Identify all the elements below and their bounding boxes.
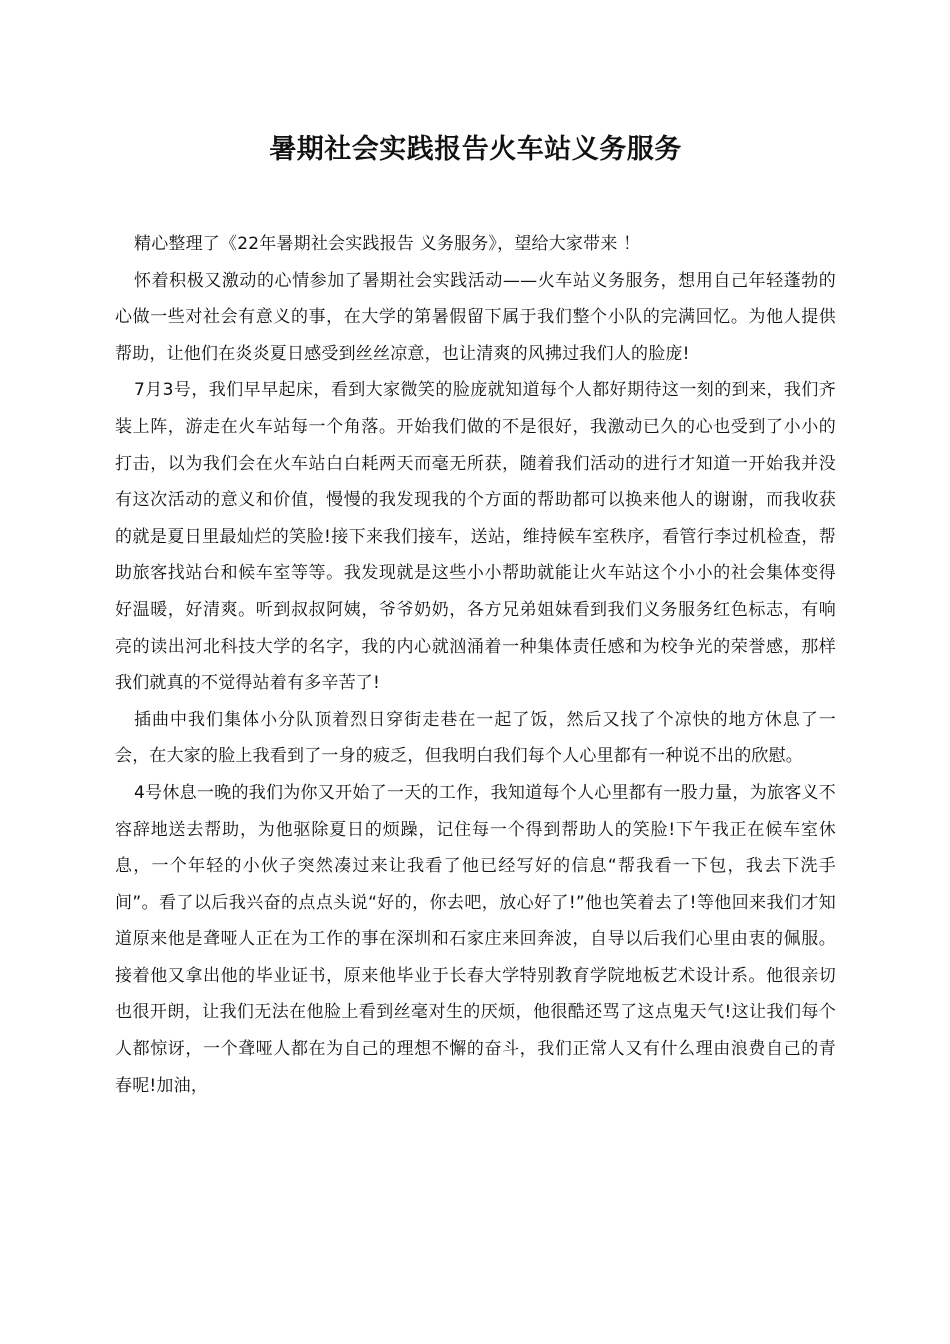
paragraph-2: 7月3号，我们早早起床，看到大家微笑的脸庞就知道每个人都好期待这一刻的到来，我们齐装上阵，游走在火车站每一个角落。开始我们做的不是很好，我激动已久的心也受到了小小的打击，以为我们会在火车站白白耗两天而毫无所获，随着我们活动的进行才知道一开始我并没有这次活动的意义和价值，慢慢的我发现我的个方面的帮助都可以换来他人的谢谢，而我收获的就是夏日里最灿烂的笑脸!接下来我们接车，送站，维持候车室秩序，看管行李过机检查，帮助旅客找站台和候车室等等。我发现就是这些小小帮助就能让火车站这个小小的社会集体变得好温暖，好清爽。听到叔叔阿姨，爷爷奶奶，各方兄弟姐妹看到我们义务服务红色标志，有响亮的读出河北科技大学的名字，我的内心就汹涌着一种集体责任感和为校争光的荣誉感，那样我们就真的不觉得站着有多辛苦了! [115,380,836,694]
paragraph-intro: 精心整理了《22年暑期社会实践报告 义务服务》，望给大家带来 ！ [134,234,641,254]
document-title: 暑期社会实践报告火车站义务服务 [269,134,682,165]
paragraph-4: 4号休息一晚的我们为你又开始了一天的工作，我知道每个人心里都有一股力量，为旅客义不容辞地送去帮助，为他驱除夏日的烦躁，记住每一个得到帮助人的笑脸!下午我正在候车室休息，一个年轻的小伙子突然凑过来让我看了他已经写好的信息“帮我看一下包，我去下洗手间”。看了以后我兴奋的点点头说“好的，你去吧，放心好了!”他也笑着去了!等他回来我们才知道原来他是聋哑人正在为工作的事在深圳和石家庄来回奔波，自导以后我们心里由衷的佩服。接着他又拿出他的毕业证书，原来他毕业于长春大学特别教育学院地板艺术设计系。他很亲切也很开朗，让我们无法在他脸上看到丝毫对生的厌烦，他很酷还骂了这点鬼天气!这让我们每个人都惊讶，一个聋哑人都在为自己的理想不懈的奋斗，我们正常人又有什么理由浪费自己的青春呢!加油， [115,782,836,1096]
document-body [115,226,836,1104]
paragraph-1: 怀着积极又激动的心情参加了暑期社会实践活动——火车站义务服务，想用自己年轻蓬勃的心做一些对社会有意义的事，在大学的第暑假留下属于我们整个小队的完满回忆。为他人提供帮助，让他们在炎炎夏日感受到丝丝凉意，也让清爽的风拂过我们人的脸庞! [115,270,836,364]
paragraph-3: 插曲中我们集体小分队顶着烈日穿街走巷在一起了饭，然后又找了个凉快的地方休息了一会，在大家的脸上我看到了一身的疲乏，但我明白我们每个人心里都有一种说不出的欣慰。 [115,709,836,767]
